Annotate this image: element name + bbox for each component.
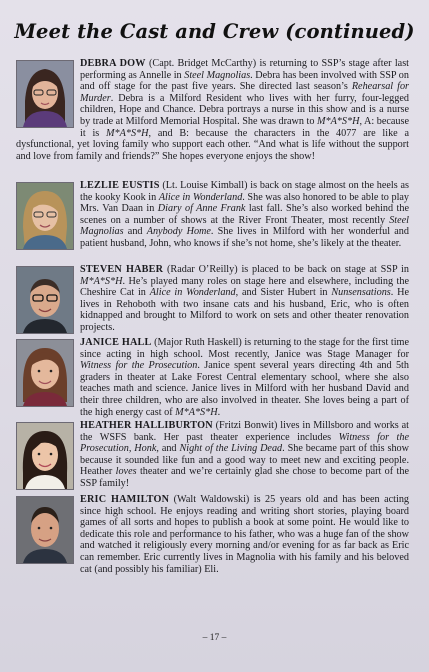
bio-text-segment: . Debra is a Milford Resident who lives with her furry, four-legged children, Hope and Chance. Debra portrays a nurse in this show and is a nurse by trade at Milford Memorial Hospital. She was drawn to (80, 92, 409, 127)
italic-title-text: Witness for the Prosecution, Honk, (80, 431, 409, 455)
bio-text-segment: last fall. She’s also worked behind the scenes on a number of shows at the River Front Theater, most recently (80, 203, 409, 226)
bio-text-segment: theater and we’re certainly glad she chose to become part of the SSP family! (80, 466, 409, 489)
italic-title-text: M*A*S*H (80, 275, 123, 287)
bio-text-segment: , and Sister Hubert in (235, 287, 332, 299)
bio-text-segment: . She became part of this show because it sounded like fun and a good way to meet new and exciting people. Heather (80, 443, 409, 478)
italic-title-text: Anybody Home (146, 226, 211, 238)
bio-text-segment: . He’s played many roles on stage here and elsewhere, including the Cheshire Cat in (80, 275, 409, 299)
headshot-photo (16, 496, 74, 564)
bio-text-segment: . Debra has been involved with SSP on and off stage for the past five years. She directed last season’s (80, 69, 409, 93)
cast-name: DEBRA DOW (80, 58, 146, 69)
italic-title-text: Diary of Anne Frank (157, 203, 246, 215)
italic-title-text: Steel Magnolias (80, 214, 409, 238)
bio-lezlie-eustis (16, 180, 409, 252)
bio-text-segment: . He lives in Rehoboth with two insane cats and his husband, Eric, who is often kidnapped and brought to Milford to work on sets and other theater renovation projects. (80, 287, 409, 333)
bio-text-segment: (Lt. Louise Kimball) is back on stage almost on the heels as the kooky Kook in (80, 180, 409, 203)
italic-title-text: Steel Magnolias (184, 69, 251, 81)
bio-text-segment: (Fritzi Bonwit) lives in Millsboro and works at the WSFS bank. Her past theater experience includes (80, 420, 409, 443)
bio-text-segment: . Janice spent several years directing 4th and 5th graders in theater at Lake Forest Central elementary school, where she also teaches math and science. Janice lives in Milford with her husband David and their three children, who are also involved in theater. She loves being a part of the high energy cast of (80, 360, 409, 418)
bio-text-segment: . She lives in Milford with her wonderful and patient husband, John, who knows if she’s not home, she’s likely at the theater. (80, 226, 409, 249)
bio-text-segment: (Major Ruth Haskell) is returning to the stage for the first time since acting in high school. Most recently, Janice was Stage Manager for (80, 337, 410, 360)
headshot-photo (16, 422, 74, 490)
bio-text-segment: . (217, 406, 221, 418)
cast-name: STEVEN HABER (80, 264, 164, 275)
page-number: – 17 – (202, 633, 227, 643)
cast-name: LEZLIE EUSTIS (80, 180, 160, 191)
headshot-photo (16, 339, 74, 407)
italic-title-text: loves (115, 466, 137, 478)
bio-janice-hall (16, 337, 409, 418)
italic-title-text: M*A*S*H (317, 115, 360, 127)
italic-title-text: Night of the Living Dead (179, 443, 283, 455)
italic-title-text: M*A*S*H (106, 127, 149, 139)
page-title: Meet the Cast and Crew (continued) (14, 20, 415, 43)
bio-text-segment: , A: because it is (80, 115, 409, 139)
bio-text-segment: . She was also honored to be able to play Mrs. Van Daan in (80, 191, 410, 215)
italic-title-text: Nunsensations (331, 287, 391, 299)
headshot-photo (16, 60, 74, 128)
headshot-photo (16, 182, 74, 250)
bio-text-segment: (Walt Waldowski) is 25 years old and has been acting since high school. He enjoys reading and writing short stories, playing board games of all sorts and hopes to publish a book at some point. He would like to dedicate this role and performance to his father, who was a huge fan of the show and watched it religiously every morning and/or evening for as far back as Eric can remember. Eric currently lives in Magnolia with his family and his beloved cat (and possibly his familiar) Eli. (80, 494, 410, 575)
bio-eric-hamilton (16, 494, 409, 575)
bio-text (80, 337, 409, 418)
cast-name: HEATHER HALLIBURTON (80, 420, 213, 431)
bio-debra-dow (16, 58, 409, 162)
italic-title-text: Witness for the Prosecution (80, 360, 198, 372)
bio-text-segment: (Radar O’Reilly) is placed to be back on stage at SSP in (163, 264, 409, 275)
italic-title-text: Rehearsal for Murder (80, 81, 409, 104)
cast-name: JANICE HALL (80, 337, 152, 348)
bio-heather-halliburton (16, 420, 409, 492)
cast-name: ERIC HAMILTON (80, 494, 170, 505)
bio-steven-haber (16, 264, 409, 336)
headshot-photo (16, 266, 74, 334)
bio-text-segment: (Capt. Bridget McCarthy) is returning to SSP’s stage after last performing as Annelle in (80, 58, 409, 81)
italic-title-text: Alice in Wonderland (158, 191, 243, 203)
italic-title-text: M*A*S*H (175, 406, 218, 418)
bio-text-segment: and (158, 443, 180, 455)
bio-text (80, 494, 409, 575)
bio-text-segment: and (123, 226, 147, 238)
bio-text (16, 58, 409, 162)
bio-text-segment: , and B: because the characters in the 4077 are like a dysfunctional, yet loving family who support each other. “And what is life without the support and love from family and friends?” She hopes everyone enjoys the show! (16, 127, 410, 162)
italic-title-text: Alice in Wonderland (149, 287, 236, 299)
